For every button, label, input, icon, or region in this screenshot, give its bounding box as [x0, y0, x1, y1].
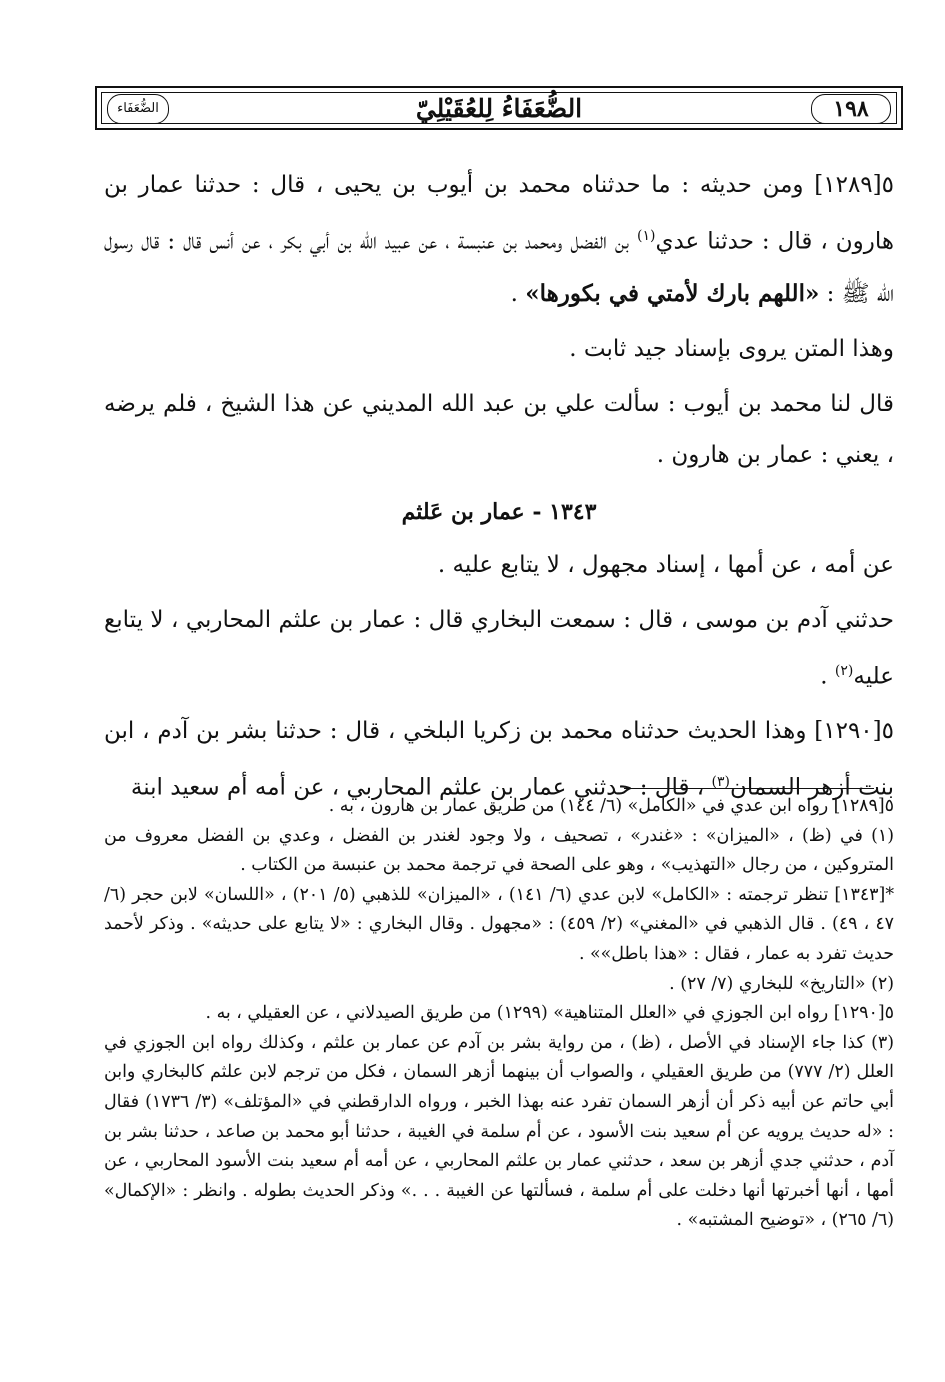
text-segment: ٥[١٢٨٩] ومن حديثه : ما حدثناه محمد بن أيوب بن يحيى ، قال : حدثنا عمار بن هارون ، قال : حدثنا عدي	[104, 172, 894, 255]
hadith-quote: «اللهم بارك لأمتي في بكورها»	[525, 279, 820, 307]
paragraph-madini: قال لنا محمد بن أيوب : سألت علي بن عبد الله المديني عن هذا الشيخ ، فلم يرضه ، يعني : عمار بن هارون .	[104, 390, 894, 468]
footnote-1343: *[١٣٤٣] تنظر ترجمته : «الكامل» لابن عدي (٦/ ١٤١) ، «الميزان» للذهبي (٥/ ٢٠١) ، «اللسان» لابن حجر (٦/ ٤٧ ، ٤٩) . قال الذهبي في «المغني» (٢/ ٤٥٩) : «مجهول . وقال البخاري : «لا يتابع على حديثه» . وذكر لأحمد حديث تفرد به عمار ، فقال : «هذا باطل»» .	[104, 884, 895, 964]
footnotes	[104, 792, 894, 1236]
footnote-3: (٣) كذا جاء الإسناد في الأصل ، (ظ) ، من رواية بشر بن آدم عن عمار بن علثم ، وكذلك رواه ابن الجوزي في العلل (٢/ ٧٧٧) من طريق العقيلي ، والصواب أن بينهما أزهر السمان ، فكل من ترجم لابن علثم كالبخاري وابن أبي حاتم عن أبيه ذكر أن أزهر السمان تفرد عنه بهذا الخبر ، ورواه الدارقطني في «المؤتلف» (٣/ ١٧٣٦) فقال : «له حديث يرويه عن أم سعيد بنت الأسود ، عن أم سلمة في الغيبة ، حدثنا أبو محمد بن صاعد ، حدثنا بشر بن آدم ، حدثني جدي أزهر بن سعد ، حدثني عمار بن علثم المحاربي ، عن أمه أم سعيد بنت الأسود المحاربي ، عن أمها ، أنها أخبرتها أنها دخلت على أم سلمة ، فسألتها عن الغيبة . . .» وذكر الحديث بطوله . وانظر : «الإكمال» (٦/ ٢٦٥) ، «توضيح المشتبه» .	[104, 1032, 895, 1231]
page-number: ١٩٨	[811, 94, 891, 124]
paragraph-isnad: عن أمه ، عن أمها ، إسناد مجهول ، لا يتابع عليه .	[437, 551, 894, 578]
footnote-2: (٢) «التاريخ» للبخاري (٧/ ٢٧) .	[669, 973, 894, 994]
footnote-ref-1[interactable]: (١)	[637, 228, 656, 244]
paragraph-1289	[104, 160, 894, 320]
text-segment: .	[820, 663, 835, 690]
text-segment: ٥[١٢٩٠] وهذا الحديث حدثناه محمد بن زكريا البلخي ، قال : حدثنا بشر بن آدم ، ابن بنت أزهر السمان	[104, 718, 894, 801]
main-text	[104, 160, 894, 818]
footnote-ref-3[interactable]: (٣)	[711, 774, 731, 791]
paragraph-matn-note: وهذا المتن يروى بإسناد جيد ثابت .	[569, 335, 894, 362]
text-segment: حدثني آدم بن موسى ، قال : سمعت البخاري قال : عمار بن علثم المحاربي ، لا يتابع عليه	[104, 606, 894, 690]
footnote-1289: ٥[١٢٨٩] رواه ابن عدي في «الكامل» (٦/ ١٤٤) من طريق عمار بن هارون ، به .	[328, 796, 894, 816]
text-segment: ، قال : حدثني عمار بن علثم المحاربي ، عن أمه أم سعيد ابنة	[130, 774, 712, 801]
entry-heading: ١٣٤٣ - عمار بن عَلثم	[401, 498, 597, 525]
paragraph-bukhari	[104, 595, 894, 703]
header-ornament: الضُّعَفَاء	[107, 94, 169, 124]
footnote-1290: ٥[١٢٩٠] رواه ابن الجوزي في «العلل المتناهية» (١٢٩٩) من طريق الصيدلاني ، عن العقيلي ، به .	[205, 1003, 894, 1024]
page-header	[95, 86, 903, 130]
footnote-divider	[624, 788, 874, 789]
footnote-ref-2[interactable]: (٢)	[834, 662, 854, 679]
text-segment: بن الفضل ومحمد بن عنبسة ، عن عبيد الله بن أبي بكر ، عن أنس قال : قال رسول الله ﷺ :	[104, 228, 894, 307]
book-title: الضُّعَفَاءُ لِلعُقَيْلِيّ	[402, 94, 596, 123]
footnote-1: (١) في (ظ) ، «الميزان» : «غندر» ، تصحيف ، ولا وجود لغندر بن الفضل ، وعدي بن الفضل معروف من المتروكين ، من رجال «التهذيب» ، وهو على الصحة في ترجمة محمد بن عنبسة من الكتاب .	[104, 825, 894, 876]
text-segment: .	[510, 280, 526, 307]
